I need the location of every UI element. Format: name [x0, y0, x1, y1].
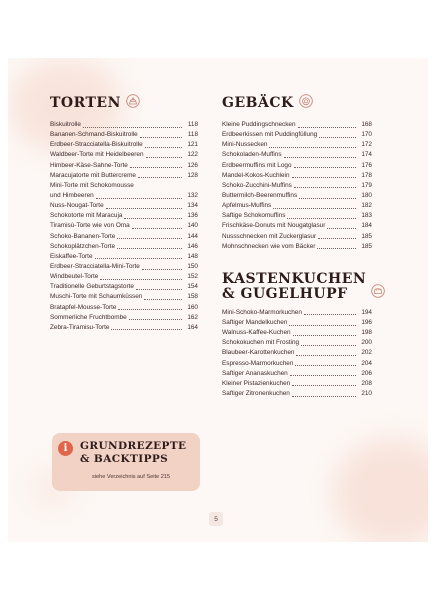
- toc-entry[interactable]: [222, 120, 372, 130]
- toc-entry-page: 136: [187, 212, 198, 220]
- toc-entry-page: 162: [187, 313, 198, 321]
- toc-leader-dots: [118, 309, 182, 310]
- toc-entry[interactable]: [222, 191, 372, 201]
- toc-entry-page: 160: [187, 303, 198, 311]
- toc-entry-page: 208: [361, 379, 372, 387]
- toc-entry-page: 184: [361, 222, 372, 230]
- toc-leader-dots: [295, 365, 356, 366]
- torten-heading: [50, 94, 198, 112]
- toc-entry-page: 168: [361, 120, 372, 128]
- toc-entry-page: 146: [187, 242, 198, 250]
- toc-entry-title: Saftiger Ananaskuchen: [222, 369, 288, 377]
- toc-entry-page: 164: [187, 323, 198, 331]
- toc-entry-title: Bananen-Schmand-Biskuitrolle: [50, 131, 138, 139]
- toc-leader-dots: [292, 177, 357, 178]
- grundrezepte-tip-box[interactable]: [52, 433, 200, 491]
- toc-entry-page: 150: [187, 262, 198, 270]
- toc-leader-dots: [294, 187, 356, 188]
- toc-leader-dots: [317, 248, 356, 249]
- toc-entry-title: Schokokuchen mit Frosting: [222, 339, 300, 347]
- toc-entry[interactable]: [222, 211, 372, 221]
- toc-entry-page: 158: [187, 293, 198, 301]
- tip-box-note: siehe Verzeichnis auf Seite 215: [91, 474, 171, 480]
- page-number-text: 5: [214, 515, 218, 523]
- toc-entry[interactable]: [222, 201, 372, 211]
- toc-leader-dots: [146, 157, 182, 158]
- page-number: [209, 512, 223, 526]
- toc-entry[interactable]: [50, 140, 198, 150]
- toc-entry-title: Saftiger Zitronenkuchen: [222, 389, 290, 397]
- toc-leader-dots: [301, 345, 356, 346]
- tip-box-title-line2: & BACKTIPPS: [80, 452, 169, 465]
- toc-entry-title: Windbeutel-Torte: [50, 273, 99, 281]
- toc-entry[interactable]: [50, 161, 198, 171]
- toc-entry[interactable]: [50, 232, 198, 242]
- toc-leader-dots: [304, 314, 356, 315]
- toc-entry-title: Schoko-Zucchini-Muffins: [222, 181, 292, 189]
- toc-entry[interactable]: [222, 181, 372, 191]
- gebaeck-heading-text: GEBÄCK: [222, 95, 294, 111]
- kastenkuchen-heading-text: [222, 272, 366, 302]
- toc-entry[interactable]: [50, 150, 198, 160]
- toc-entry-title: Waldbeer-Torte mit Heidelbeeren: [50, 151, 144, 159]
- toc-entry-page: 183: [361, 212, 372, 220]
- toc-entry-title: Erdbeerkissen mit Puddingfüllung: [222, 131, 318, 139]
- toc-entry[interactable]: [222, 348, 372, 358]
- watercolor-blot-bottom-right: [333, 438, 428, 542]
- toc-leader-dots: [284, 157, 356, 158]
- toc-entry[interactable]: [222, 140, 372, 150]
- toc-entry-page: 194: [361, 308, 372, 316]
- toc-entry-page: 178: [361, 171, 372, 179]
- toc-leader-dots: [299, 198, 356, 199]
- kastenkuchen-toc-list: [222, 308, 372, 399]
- toc-entry-title: Saftiger Mandelkuchen: [222, 318, 288, 326]
- toc-entry[interactable]: [222, 359, 372, 369]
- toc-leader-dots: [293, 335, 356, 336]
- toc-entry-title: Apfelmus-Muffins: [222, 202, 272, 210]
- toc-leader-dots: [130, 167, 182, 168]
- toc-entry-page: 196: [361, 318, 372, 326]
- toc-entry[interactable]: [222, 171, 372, 181]
- toc-entry-title: Tiramisù-Torte wie von Oma: [50, 222, 130, 230]
- toc-leader-dots: [298, 127, 356, 128]
- toc-entry-page: 176: [361, 161, 372, 169]
- toc-entry[interactable]: [222, 161, 372, 171]
- toc-entry-page: 140: [187, 222, 198, 230]
- toc-leader-dots: [111, 329, 182, 330]
- toc-leader-dots: [138, 177, 182, 178]
- toc-leader-dots: [100, 279, 182, 280]
- toc-entry-title: Mandel-Kokos-Kuchlein: [222, 171, 290, 179]
- toc-entry-page: 122: [187, 151, 198, 159]
- toc-entry-title: Schokotorte mit Maracuja: [50, 212, 123, 220]
- toc-entry-title: Buttermilch-Beerenmuffins: [222, 191, 298, 199]
- toc-entry-page: 202: [361, 349, 372, 357]
- torten-section: [50, 94, 198, 333]
- toc-leader-dots: [132, 228, 182, 229]
- toc-leader-dots: [129, 319, 182, 320]
- toc-entry-page: 185: [361, 232, 372, 240]
- toc-entry[interactable]: [222, 338, 372, 348]
- toc-entry[interactable]: [50, 292, 198, 302]
- toc-entry[interactable]: [50, 221, 198, 231]
- toc-entry[interactable]: [222, 221, 372, 231]
- toc-entry[interactable]: [50, 181, 198, 191]
- toc-entry-title: Sommerliche Fruchtbombe: [50, 313, 127, 321]
- toc-leader-dots: [294, 167, 356, 168]
- toc-entry[interactable]: [222, 328, 372, 338]
- toc-entry-page: 134: [187, 202, 198, 210]
- toc-entry[interactable]: [222, 242, 372, 252]
- tip-box-title: [80, 440, 196, 465]
- toc-leader-dots: [144, 299, 182, 300]
- toc-entry-title: Espresso-Marmorkuchen: [222, 359, 294, 367]
- toc-entry-title: Mini-Nussecken: [222, 141, 268, 149]
- toc-entry-page: 118: [187, 131, 198, 139]
- kastenkuchen-heading-line1: KASTENKUCHEN: [222, 270, 367, 287]
- toc-leader-dots: [136, 289, 182, 290]
- toc-entry-title: Muschi-Torte mit Schaumküssen: [50, 293, 143, 301]
- toc-entry-title: Erdbeer-Stracciatella-Mini-Torte: [50, 262, 140, 270]
- toc-leader-dots: [124, 218, 182, 219]
- loaf-icon: [371, 284, 385, 302]
- toc-entry-title: Traditionelle Geburtstagstorte: [50, 283, 134, 291]
- torten-heading-text: TORTEN: [50, 95, 121, 111]
- toc-entry[interactable]: [222, 369, 372, 379]
- kastenkuchen-heading-line2: & GUGELHUPF: [222, 285, 348, 302]
- toc-leader-dots: [83, 127, 182, 128]
- toc-entry[interactable]: [50, 323, 198, 333]
- toc-entry-title: Schokoladen-Muffins: [222, 151, 282, 159]
- toc-entry-page: 148: [187, 252, 198, 260]
- toc-entry-title: Erdbeer-Stracciatella-Biskuitrolle: [50, 141, 143, 149]
- toc-entry[interactable]: [50, 191, 198, 201]
- toc-leader-dots: [292, 396, 356, 397]
- toc-leader-dots: [318, 238, 356, 239]
- toc-entry-title: Schoko-Bananen-Torte: [50, 232, 116, 240]
- toc-entry[interactable]: [50, 303, 198, 313]
- toc-entry-title: Bratapfel-Mousse-Torte: [50, 303, 117, 311]
- toc-entry-page: 154: [187, 283, 198, 291]
- toc-entry-title: Mini-Schoko-Marmorkuchen: [222, 308, 302, 316]
- toc-entry[interactable]: [222, 150, 372, 160]
- toc-leader-dots: [296, 355, 356, 356]
- toc-leader-dots: [140, 137, 182, 138]
- toc-entry-title: Mini-Torte mit Schokomousse: [50, 181, 134, 189]
- toc-entry-page: 185: [361, 242, 372, 250]
- toc-entry-page: 180: [361, 191, 372, 199]
- toc-entry-page: 128: [187, 171, 198, 179]
- toc-entry[interactable]: [50, 282, 198, 292]
- toc-entry-page: 172: [361, 141, 372, 149]
- toc-entry-title: Saftige Schokomuffins: [222, 212, 286, 220]
- toc-entry[interactable]: [222, 389, 372, 399]
- toc-entry[interactable]: [50, 252, 198, 262]
- toc-entry[interactable]: [222, 130, 372, 140]
- info-icon: [58, 441, 73, 456]
- torten-toc-list: [50, 120, 198, 333]
- gebaeck-heading: [222, 94, 372, 112]
- toc-entry-page: 182: [361, 202, 372, 210]
- toc-entry-title: Himbeer-Käse-Sahne-Torte: [50, 161, 128, 169]
- toc-leader-dots: [145, 147, 182, 148]
- kastenkuchen-heading: [222, 272, 372, 302]
- toc-entry-title: Frischkäse-Donuts mit Nougatglasur: [222, 222, 326, 230]
- toc-leader-dots: [292, 385, 356, 386]
- toc-entry-title: Eiskaffee-Torte: [50, 252, 93, 260]
- info-badge-letter: i: [63, 443, 68, 454]
- toc-entry-page: 144: [187, 232, 198, 240]
- tip-box-title-line1: GRUNDREZEPTE: [80, 440, 187, 452]
- toc-leader-dots: [269, 147, 356, 148]
- toc-entry-title: Zebra-Tiramisu-Torte: [50, 323, 110, 331]
- toc-leader-dots: [117, 238, 182, 239]
- toc-entry[interactable]: [222, 232, 372, 242]
- toc-leader-dots: [142, 269, 182, 270]
- toc-entry[interactable]: [222, 308, 372, 318]
- toc-entry-page: 121: [187, 141, 198, 149]
- toc-entry-page: 206: [361, 369, 372, 377]
- toc-entry-title: Nussschnecken mit Zuckerglasur: [222, 232, 317, 240]
- gebaeck-section: [222, 94, 372, 399]
- toc-entry-title: Walnuss-Kaffee-Kuchen: [222, 329, 291, 337]
- toc-entry-title: Kleiner Pistazienkuchen: [222, 379, 291, 387]
- toc-entry-title: Blaubeer-Karottenkuchen: [222, 349, 295, 357]
- toc-entry-title: und Himbeeren: [50, 191, 94, 199]
- toc-entry-page: 170: [361, 131, 372, 139]
- toc-entry-page: 152: [187, 273, 198, 281]
- toc-entry-page: 200: [361, 339, 372, 347]
- toc-leader-dots: [289, 325, 356, 326]
- toc-leader-dots: [290, 375, 356, 376]
- toc-entry[interactable]: [50, 120, 198, 130]
- toc-entry[interactable]: [50, 201, 198, 211]
- toc-leader-dots: [319, 137, 356, 138]
- toc-entry[interactable]: [50, 211, 198, 221]
- toc-entry[interactable]: [50, 242, 198, 252]
- toc-entry[interactable]: [50, 313, 198, 323]
- toc-entry-title: Kleine Puddingschnecken: [222, 120, 296, 128]
- toc-leader-dots: [106, 208, 182, 209]
- toc-leader-dots: [273, 208, 356, 209]
- toc-entry-page: 174: [361, 151, 372, 159]
- toc-entry-page: 198: [361, 329, 372, 337]
- toc-entry[interactable]: [50, 262, 198, 272]
- toc-entry-title: Biskuitrolle: [50, 120, 81, 128]
- toc-leader-dots: [287, 218, 356, 219]
- toc-entry-title: Maracujatorte mit Buttercreme: [50, 171, 136, 179]
- gebaeck-toc-list: [222, 120, 372, 252]
- toc-entry[interactable]: [222, 379, 372, 389]
- toc-entry[interactable]: [222, 318, 372, 328]
- toc-leader-dots: [95, 258, 182, 259]
- toc-entry-page: 132: [187, 191, 198, 199]
- toc-leader-dots: [96, 198, 182, 199]
- toc-entry-page: 126: [187, 161, 198, 169]
- toc-entry[interactable]: [50, 272, 198, 282]
- toc-entry-title: Erdbeermuffins mit Logo: [222, 161, 292, 169]
- toc-leader-dots: [117, 248, 182, 249]
- toc-entry[interactable]: [50, 171, 198, 181]
- toc-entry-title: Mohnschnecken wie vom Bäcker: [222, 242, 316, 250]
- toc-leader-dots: [327, 228, 356, 229]
- toc-entry-title: Nuss-Nougat-Torte: [50, 202, 104, 210]
- toc-entry-page: 118: [187, 120, 198, 128]
- toc-entry-title: Schokoplätzchen-Torte: [50, 242, 116, 250]
- cake-icon: [126, 94, 140, 112]
- bun-icon: [299, 94, 313, 112]
- toc-entry[interactable]: [50, 130, 198, 140]
- toc-entry-page: 210: [361, 389, 372, 397]
- toc-entry-page: 204: [361, 359, 372, 367]
- toc-entry-page: 179: [361, 181, 372, 189]
